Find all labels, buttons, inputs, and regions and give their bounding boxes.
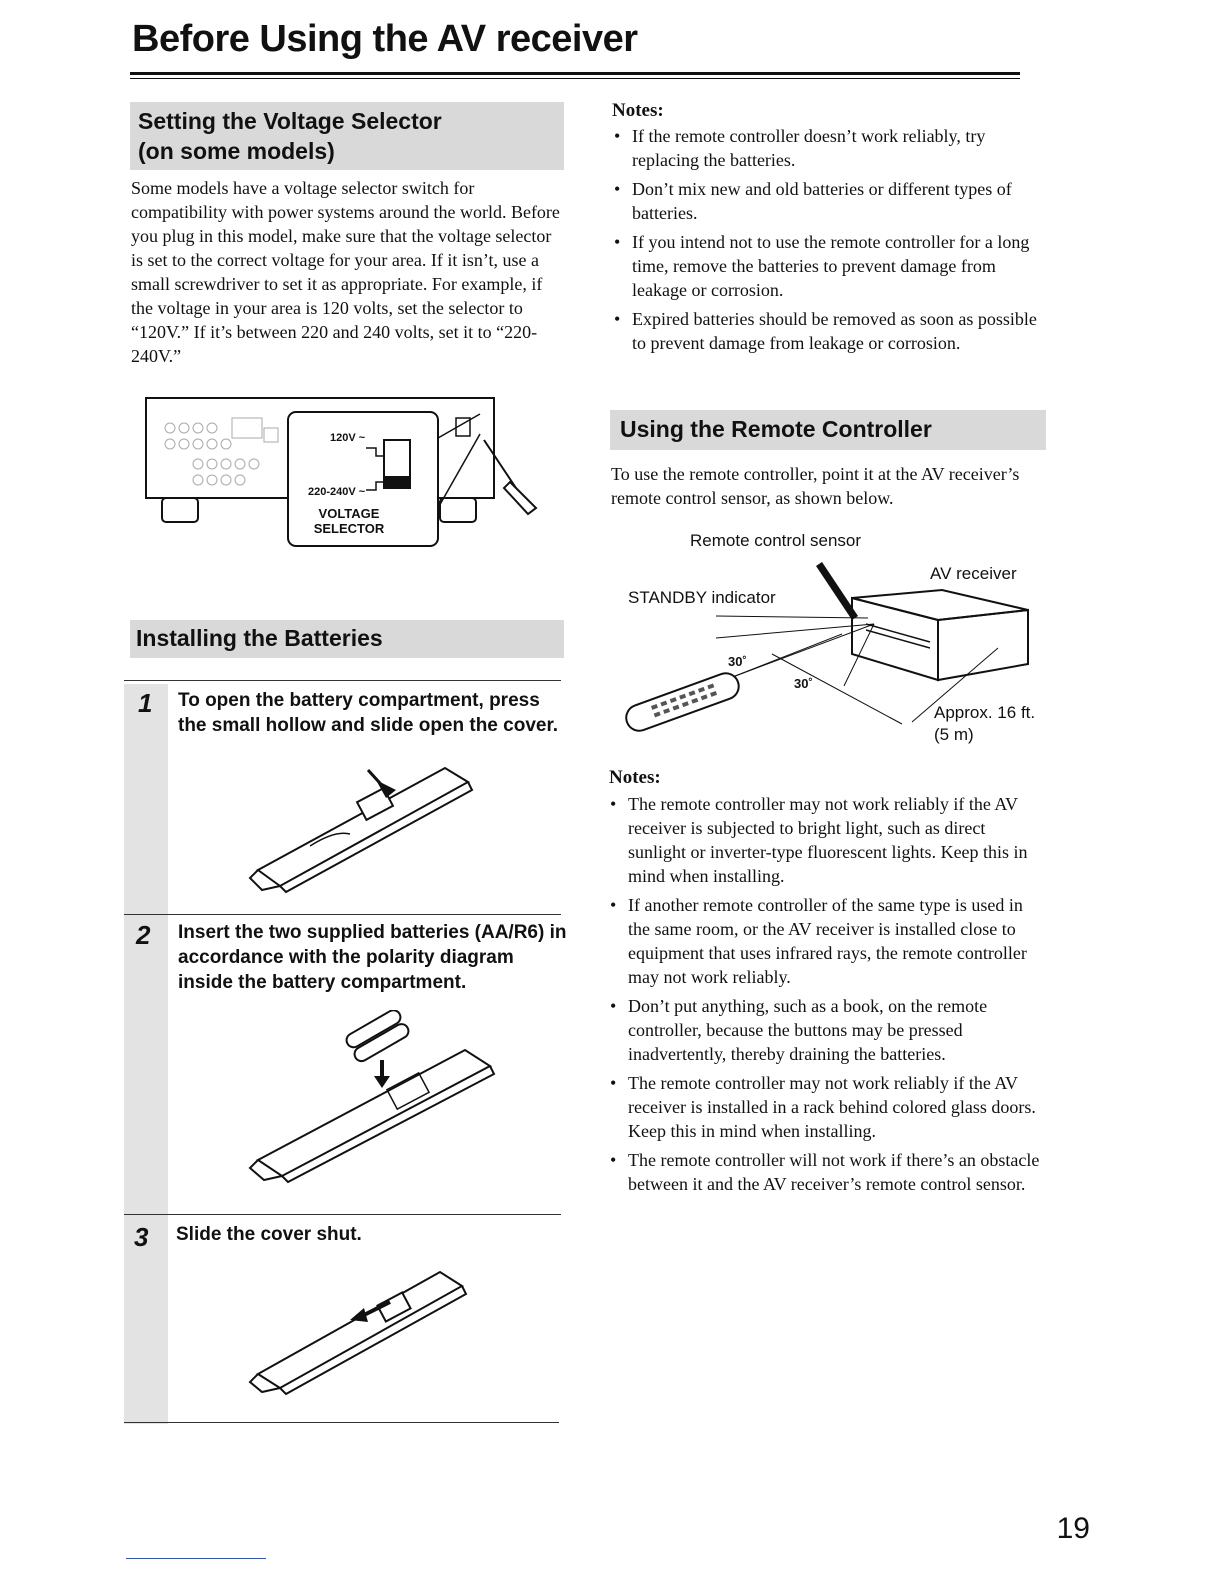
list-item: • Don’t put anything, such as a book, on the remote controller, because the buttons may be pressed inadvertently, thereby draining the batteries. <box>608 994 1046 1066</box>
receiver-label: AV receiver <box>930 564 1017 583</box>
tilde-220: ~ <box>358 486 366 498</box>
title-rule-thin <box>130 78 1020 79</box>
remote-close-illustration <box>240 1258 470 1403</box>
label-220v <box>308 486 365 498</box>
step-1-text: To open the battery compartment, press the small hollow and slide open the cover. <box>178 690 559 736</box>
step-1-rule <box>124 680 561 681</box>
notes-bottom-heading: Notes: <box>609 767 661 788</box>
voltage-selector-line2: SELECTOR <box>313 521 385 536</box>
notes-top-list <box>612 124 1044 360</box>
remote-open-illustration <box>240 760 480 900</box>
step-2-text: Insert the two supplied batteries (AA/R6) in accordance with the polarity diagram inside the battery compartment. <box>178 922 567 993</box>
batteries-insert-illustration <box>240 1010 500 1190</box>
voltage-diagram <box>140 388 560 558</box>
label-220v-text: 220-240V <box>308 486 356 498</box>
step-2-rule <box>124 914 561 915</box>
batteries-bottom-rule <box>124 1422 559 1423</box>
notes-bottom-list <box>608 792 1046 1201</box>
batteries-section-heading: Installing the Batteries <box>130 620 564 658</box>
list-item: • The remote controller may not work reliably if the AV receiver is subjected to bright light, such as direct sunlight or inverter-type fluorescent lights. Keep this in mind when installing. <box>608 792 1046 888</box>
page-number: 19 <box>1056 1512 1090 1545</box>
step-2-number: 2 <box>136 920 151 950</box>
label-120v <box>330 432 365 444</box>
list-item: • Don’t mix new and old batteries or different types of batteries. <box>612 177 1044 225</box>
voltage-section-heading <box>130 102 564 170</box>
list-item: • If the remote controller doesn’t work reliably, try replacing the batteries. <box>612 124 1044 172</box>
title-rule <box>130 72 1020 75</box>
step-1-remote-drawing <box>240 760 480 895</box>
remote-range-drawing <box>612 528 1052 758</box>
list-item: • Expired batteries should be removed as soon as possible to prevent damage from leakage or corrosion. <box>612 307 1044 355</box>
tilde-120: ~ <box>358 432 366 444</box>
step-2-remote-drawing <box>240 1010 500 1185</box>
remote-body: To use the remote controller, point it at the AV receiver’s remote control sensor, as shown below. <box>611 464 1020 508</box>
voltage-body: Some models have a voltage selector switch for compatibility with power systems around the world. Before you plug in this model, make sure that the voltage selector is set to the correct voltage for your area. If it isn’t, use a small screwdriver to set it as appropriate. For example, if the voltage in your area is 120 volts, set the selector to “120V.” If it’s between 220 and 240 volts, set it to “220-240V.” <box>131 178 560 366</box>
remote-section-heading: Using the Remote Controller <box>610 410 1046 450</box>
step-3-text: Slide the cover shut. <box>176 1224 362 1245</box>
label-120v-text: 120V <box>330 432 356 444</box>
distance-label-1: Approx. 16 ft. <box>934 703 1036 722</box>
voltage-heading-line1: Setting the Voltage Selector <box>138 108 442 134</box>
step-3-number: 3 <box>134 1222 149 1252</box>
step-3-rule <box>124 1214 561 1215</box>
step-3-remote-drawing <box>240 1258 470 1398</box>
remote-range-diagram <box>612 528 1052 758</box>
page-title: Before Using the AV receiver <box>132 18 638 60</box>
list-item: • If you intend not to use the remote controller for a long time, remove the batteries to prevent damage from leakage or corrosion. <box>612 230 1044 302</box>
step-bar <box>124 684 168 1424</box>
sensor-label: Remote control sensor <box>690 531 862 550</box>
list-item: • The remote controller may not work reliably if the AV receiver is installed in a rack behind colored glass doors. Keep this in mind when installing. <box>608 1071 1046 1143</box>
angle-label-1: 30˚ <box>728 654 747 669</box>
footer-line <box>126 1558 266 1559</box>
step-1-number: 1 <box>138 688 153 718</box>
notes-top-heading: Notes: <box>612 100 664 121</box>
voltage-selector-label <box>288 506 410 536</box>
distance-label-2: (5 m) <box>934 725 974 744</box>
list-item: • The remote controller will not work if there’s an obstacle between it and the AV receiver’s remote control sensor. <box>608 1148 1046 1196</box>
voltage-heading-line2: (on some models) <box>138 138 335 164</box>
voltage-selector-line1: VOLTAGE <box>318 506 380 521</box>
list-item: • If another remote controller of the same type is used in the same room, or the AV receiver is installed close to equipment that uses infrared rays, the remote controller may not work reliably. <box>608 893 1046 989</box>
angle-label-2: 30˚ <box>794 676 813 691</box>
standby-label: STANDBY indicator <box>628 588 776 607</box>
